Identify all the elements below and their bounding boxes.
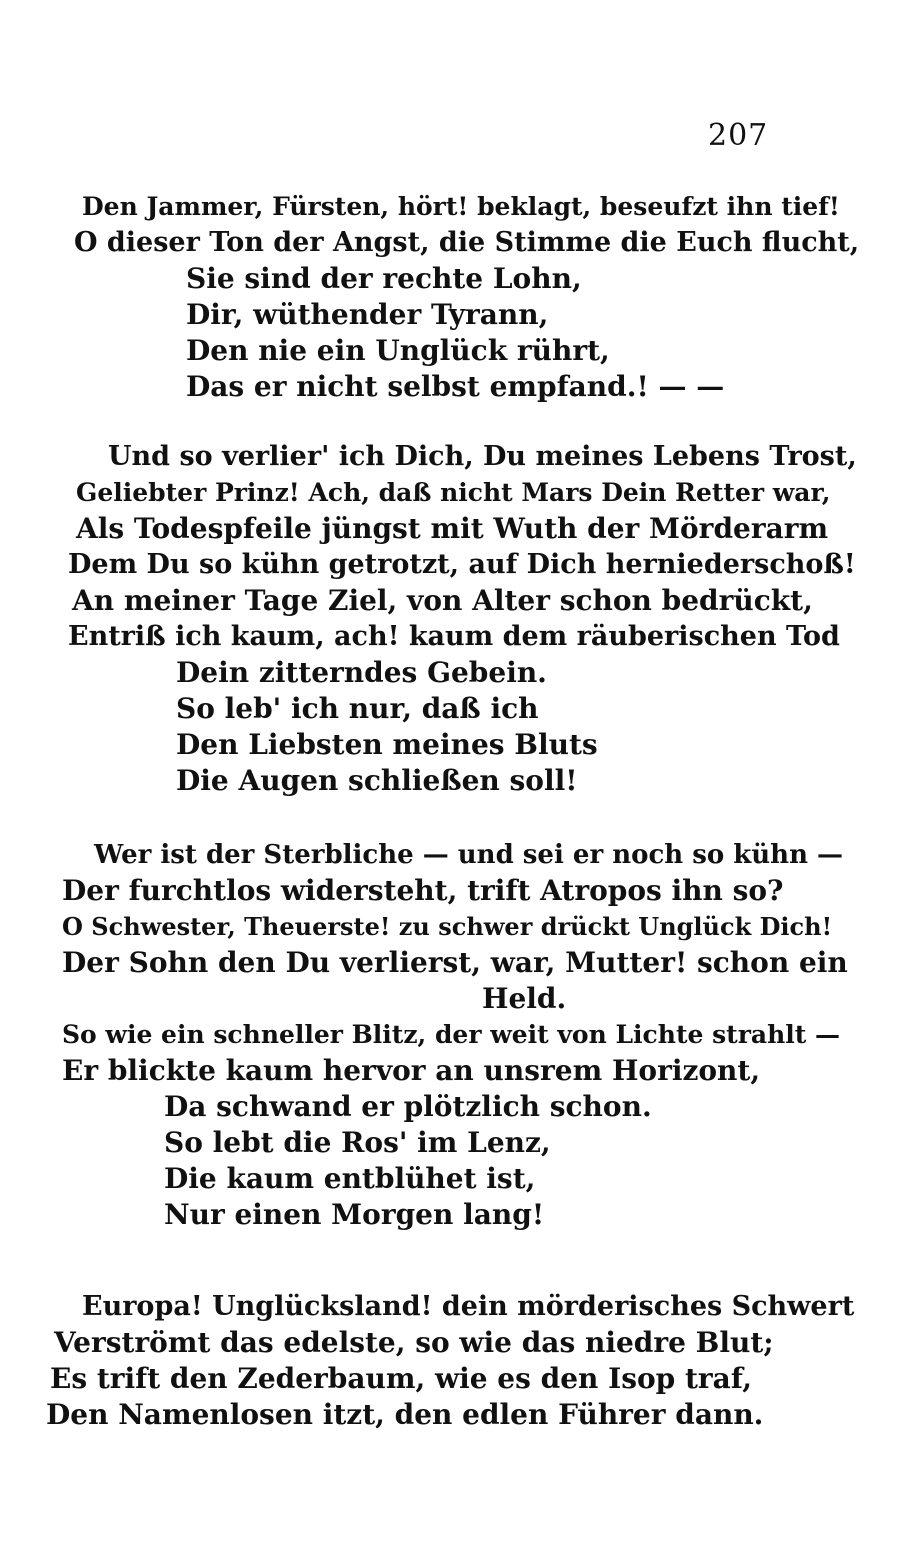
verse-line: Dem Du so kühn getrotzt, auf Dich herniederschoß! <box>68 549 856 580</box>
verse-line: O dieser Ton der Angst, die Stimme die Euch flucht, <box>74 227 860 258</box>
verse-line: So lebt die Ros' im Lenz, <box>164 1126 551 1159</box>
verse-line: Der Sohn den Du verlierst, war, Mutter! schon ein <box>62 946 848 979</box>
verse-line: Nur einen Morgen lang! <box>164 1198 545 1231</box>
verse-line: Da schwand er plötzlich schon. <box>164 1090 652 1123</box>
verse-line: Europa! Unglücksland! dein mörderisches Schwert <box>82 1291 855 1322</box>
verse-line: Als Todespfeile jüngst mit Wuth der Mörderarm <box>76 512 829 545</box>
verse-line: Verströmt das edelste, so wie das niedre Blut; <box>54 1326 774 1359</box>
verse-line: Die Augen schließen soll! <box>176 764 578 797</box>
verse-line: An meiner Tage Ziel, von Alter schon bedrückt, <box>72 584 813 617</box>
verse-line: Der furchtlos widersteht, trift Atropos ihn so? <box>62 874 784 907</box>
verse-line: Es trift den Zederbaum, wie es den Isop traf, <box>50 1362 752 1395</box>
verse-line: Geliebter Prinz! Ach, daß nicht Mars Dein Retter war, <box>76 478 831 507</box>
verse-line: Den Jammer, Fürsten, hört! beklagt, beseufzt ihn tief! <box>82 192 840 221</box>
verse-line: So leb' ich nur, daß ich <box>176 692 539 725</box>
verse-line: O Schwester, Theuerste! zu schwer drückt Unglück Dich! <box>62 912 833 941</box>
verse-line: Das er nicht selbst empfand.! — — <box>186 370 725 403</box>
verse-line: Er blickte kaum hervor an unsrem Horizont, <box>62 1054 761 1087</box>
page-number: 207 <box>708 118 769 153</box>
verse-line: Und so verlier' ich Dich, Du meines Lebens Trost, <box>108 441 857 472</box>
verse-line: Entriß ich kaum, ach! kaum dem räuberischen Tod <box>68 621 840 652</box>
verse-line: Dir, wüthender Tyrann, <box>186 298 549 331</box>
verse-line: Den Namenlosen itzt, den edlen Führer dann. <box>46 1398 764 1431</box>
verse-line: Sie sind der rechte Lohn, <box>186 262 582 295</box>
verse-line: Den nie ein Unglück rührt, <box>186 334 610 367</box>
verse-line: Held. <box>482 982 567 1015</box>
verse-line: Die kaum entblühet ist, <box>164 1162 536 1195</box>
verse-line: Den Liebsten meines Bluts <box>176 728 598 761</box>
verse-line: Dein zitterndes Gebein. <box>176 656 547 689</box>
verse-line: Wer ist der Sterbliche — und sei er noch so kühn — <box>94 840 844 870</box>
verse-line: So wie ein schneller Blitz, der weit von Lichte strahlt — <box>62 1020 841 1049</box>
